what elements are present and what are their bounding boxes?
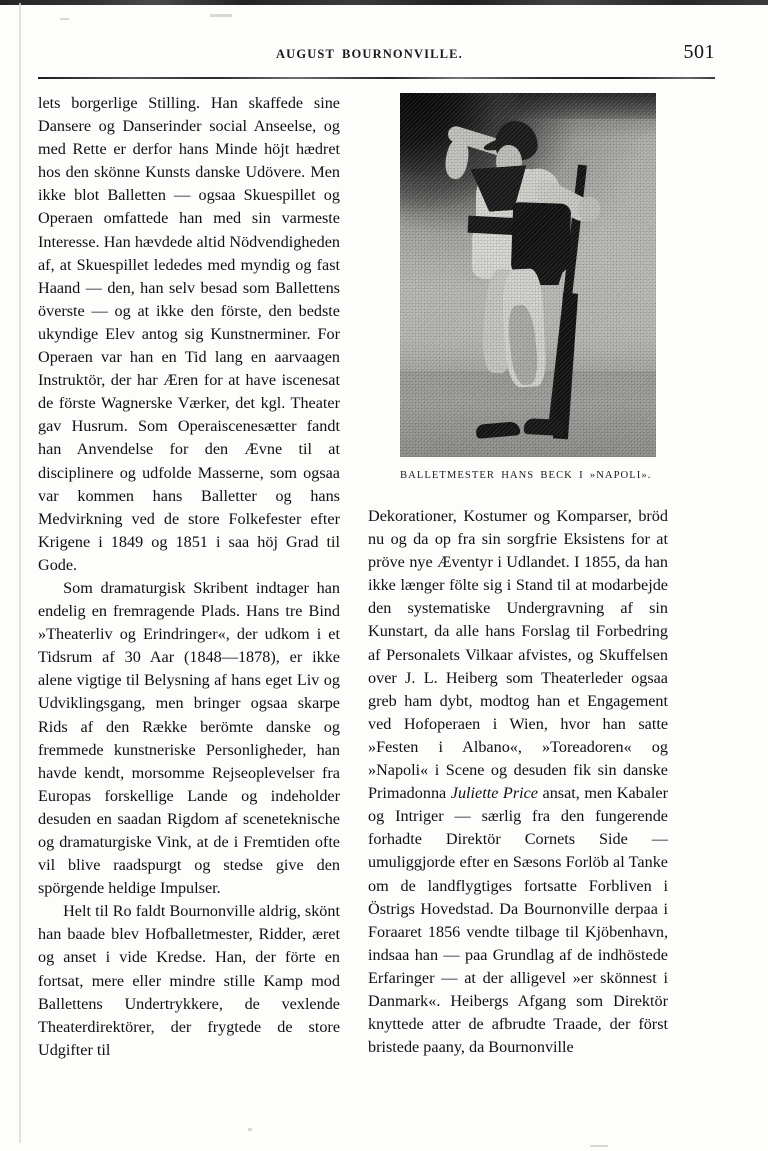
running-head-title: AUGUST BOURNONVILLE. <box>276 47 463 61</box>
halftone-grain-secondary <box>400 93 656 457</box>
header-rule <box>38 77 715 79</box>
scan-speck <box>210 14 232 17</box>
text-run-italic: Juliette Price <box>450 784 538 803</box>
page-number: 501 <box>683 41 715 63</box>
scan-speck <box>590 1145 608 1147</box>
body-column-left <box>38 92 340 1062</box>
running-head <box>38 41 715 73</box>
scan-speck <box>60 18 69 20</box>
scan-edge-artifact-top <box>0 0 768 5</box>
text-run: Dekorationer, Kostumer og Komparser, bröd nu og da op fra sin sorgfrie Eksistens for at pröve nye Æventyr i Udlandet. I 1855, da han ikke længer fölte sig i Stand til at modarbejde den systematiske Undergravning af sin Kunstart, da alle hans Forslag til Forbedring af Personalets Vilkaar afvistes, og Skuffelsen over J. L. Heiberg som Theaterleder ogsaa greb ham dybt, modtog han et Engagement ved Hofoperaen i Wien, hvor han satte »Festen i Albano«, »Toreadoren« og »Napoli« i Scene og desuden fik sin danske Primadonna <box>368 507 668 803</box>
text-run: ansat, men Kabaler og Intriger — særlig fra den fungerende forhadte Direktör Cornets Side — umuliggjorde efter en Sæsons Forlöb al Tanke om de landflygtiges fortsatte Forbliven i Östrigs Hovedstad. Da Bournonville derpaa i Foraaret 1856 vendte tilbage til Kjöbenhavn, indsaa han — paa Grundlag af de indhöstede Erfaringer — at der alligevel »er skönnest i Danmark«. Heibergs Afgang som Direktör knyttede atter de afbrudte Traade, der först bristede paany, da Bournonville <box>368 784 668 1057</box>
halftone-photograph <box>400 93 656 457</box>
paragraph: Som dramaturgisk Skribent indtager han endelig en fremragende Plads. Hans tre Bind »Theaterliv og Erindringer«, der udkom i et Tidsrum af 30 Aar (1848—1878), er ikke alene vigtige til Belysning af hans eget Liv og Udviklingsgang, men bringer ogsaa skarpe Rids af den Række berömte danske og fremmede kunstneriske Personligheder, han havde kendt, morsomme Rejseoplevelser fra Europas forskellige Lande og indeholder desuden en saadan Rigdom af sceneteknische og dramaturgiske Vink, at de i Fremtiden ofte vil blive raadspurgt og stedse give den spörgende heldige Impulser. <box>38 578 340 898</box>
scan-edge-artifact-left <box>19 3 21 1143</box>
figure-hans-beck-napoli <box>400 93 656 457</box>
paragraph: lets borgerlige Stilling. Han skaffede sine Dansere og Danserinder social Anseelse, og med Rette er derfor hans Minde höjt hædret hos den skönne Kunsts danske Udövere. Men ikke blot Balletten — ogsaa Skuespillet og Operaen omfattede han med sin varmeste Interesse. Han hævdede altid Nödvendigheden af, at Skuespillet lededes med myndig og fast Haand — den, han selv besad som Ballettens överste — og at ikke den förste, den bedste ukyndige Elev antog sig Kunstnerminer. For Operaen var han en Tid lang en aarvaagen Instruktör, der har Æren for at have iscenesat de förste Wagnerske Værker, det kgl. Theater gav Husrum. Som Operaiscenesætter fandt han Anvendelse for den Ævne til at disciplinere og udfolde Masserne, som ogsaa var kommen hans Balletter og hans Medvirkning ved de store Folkefester efter Krigene i 1849 og 1851 i saa höj Grad til Gode. <box>38 94 340 574</box>
paragraph <box>368 505 668 1059</box>
figure-caption: BALLETMESTER HANS BECK I »NAPOLI». <box>400 470 652 481</box>
paragraph: Helt til Ro faldt Bournonville aldrig, skönt han baade blev Hofballetmester, Ridder, æret og anset i vide Kredse. Han, der förte en fortsat, mere eller mindre stille Kamp mod Ballettens Undertrykkere, de vexlende Theaterdirektörer, der frygtede de store Udgifter til <box>38 902 340 1059</box>
body-column-right <box>368 505 668 1059</box>
scan-speck <box>248 1128 252 1131</box>
